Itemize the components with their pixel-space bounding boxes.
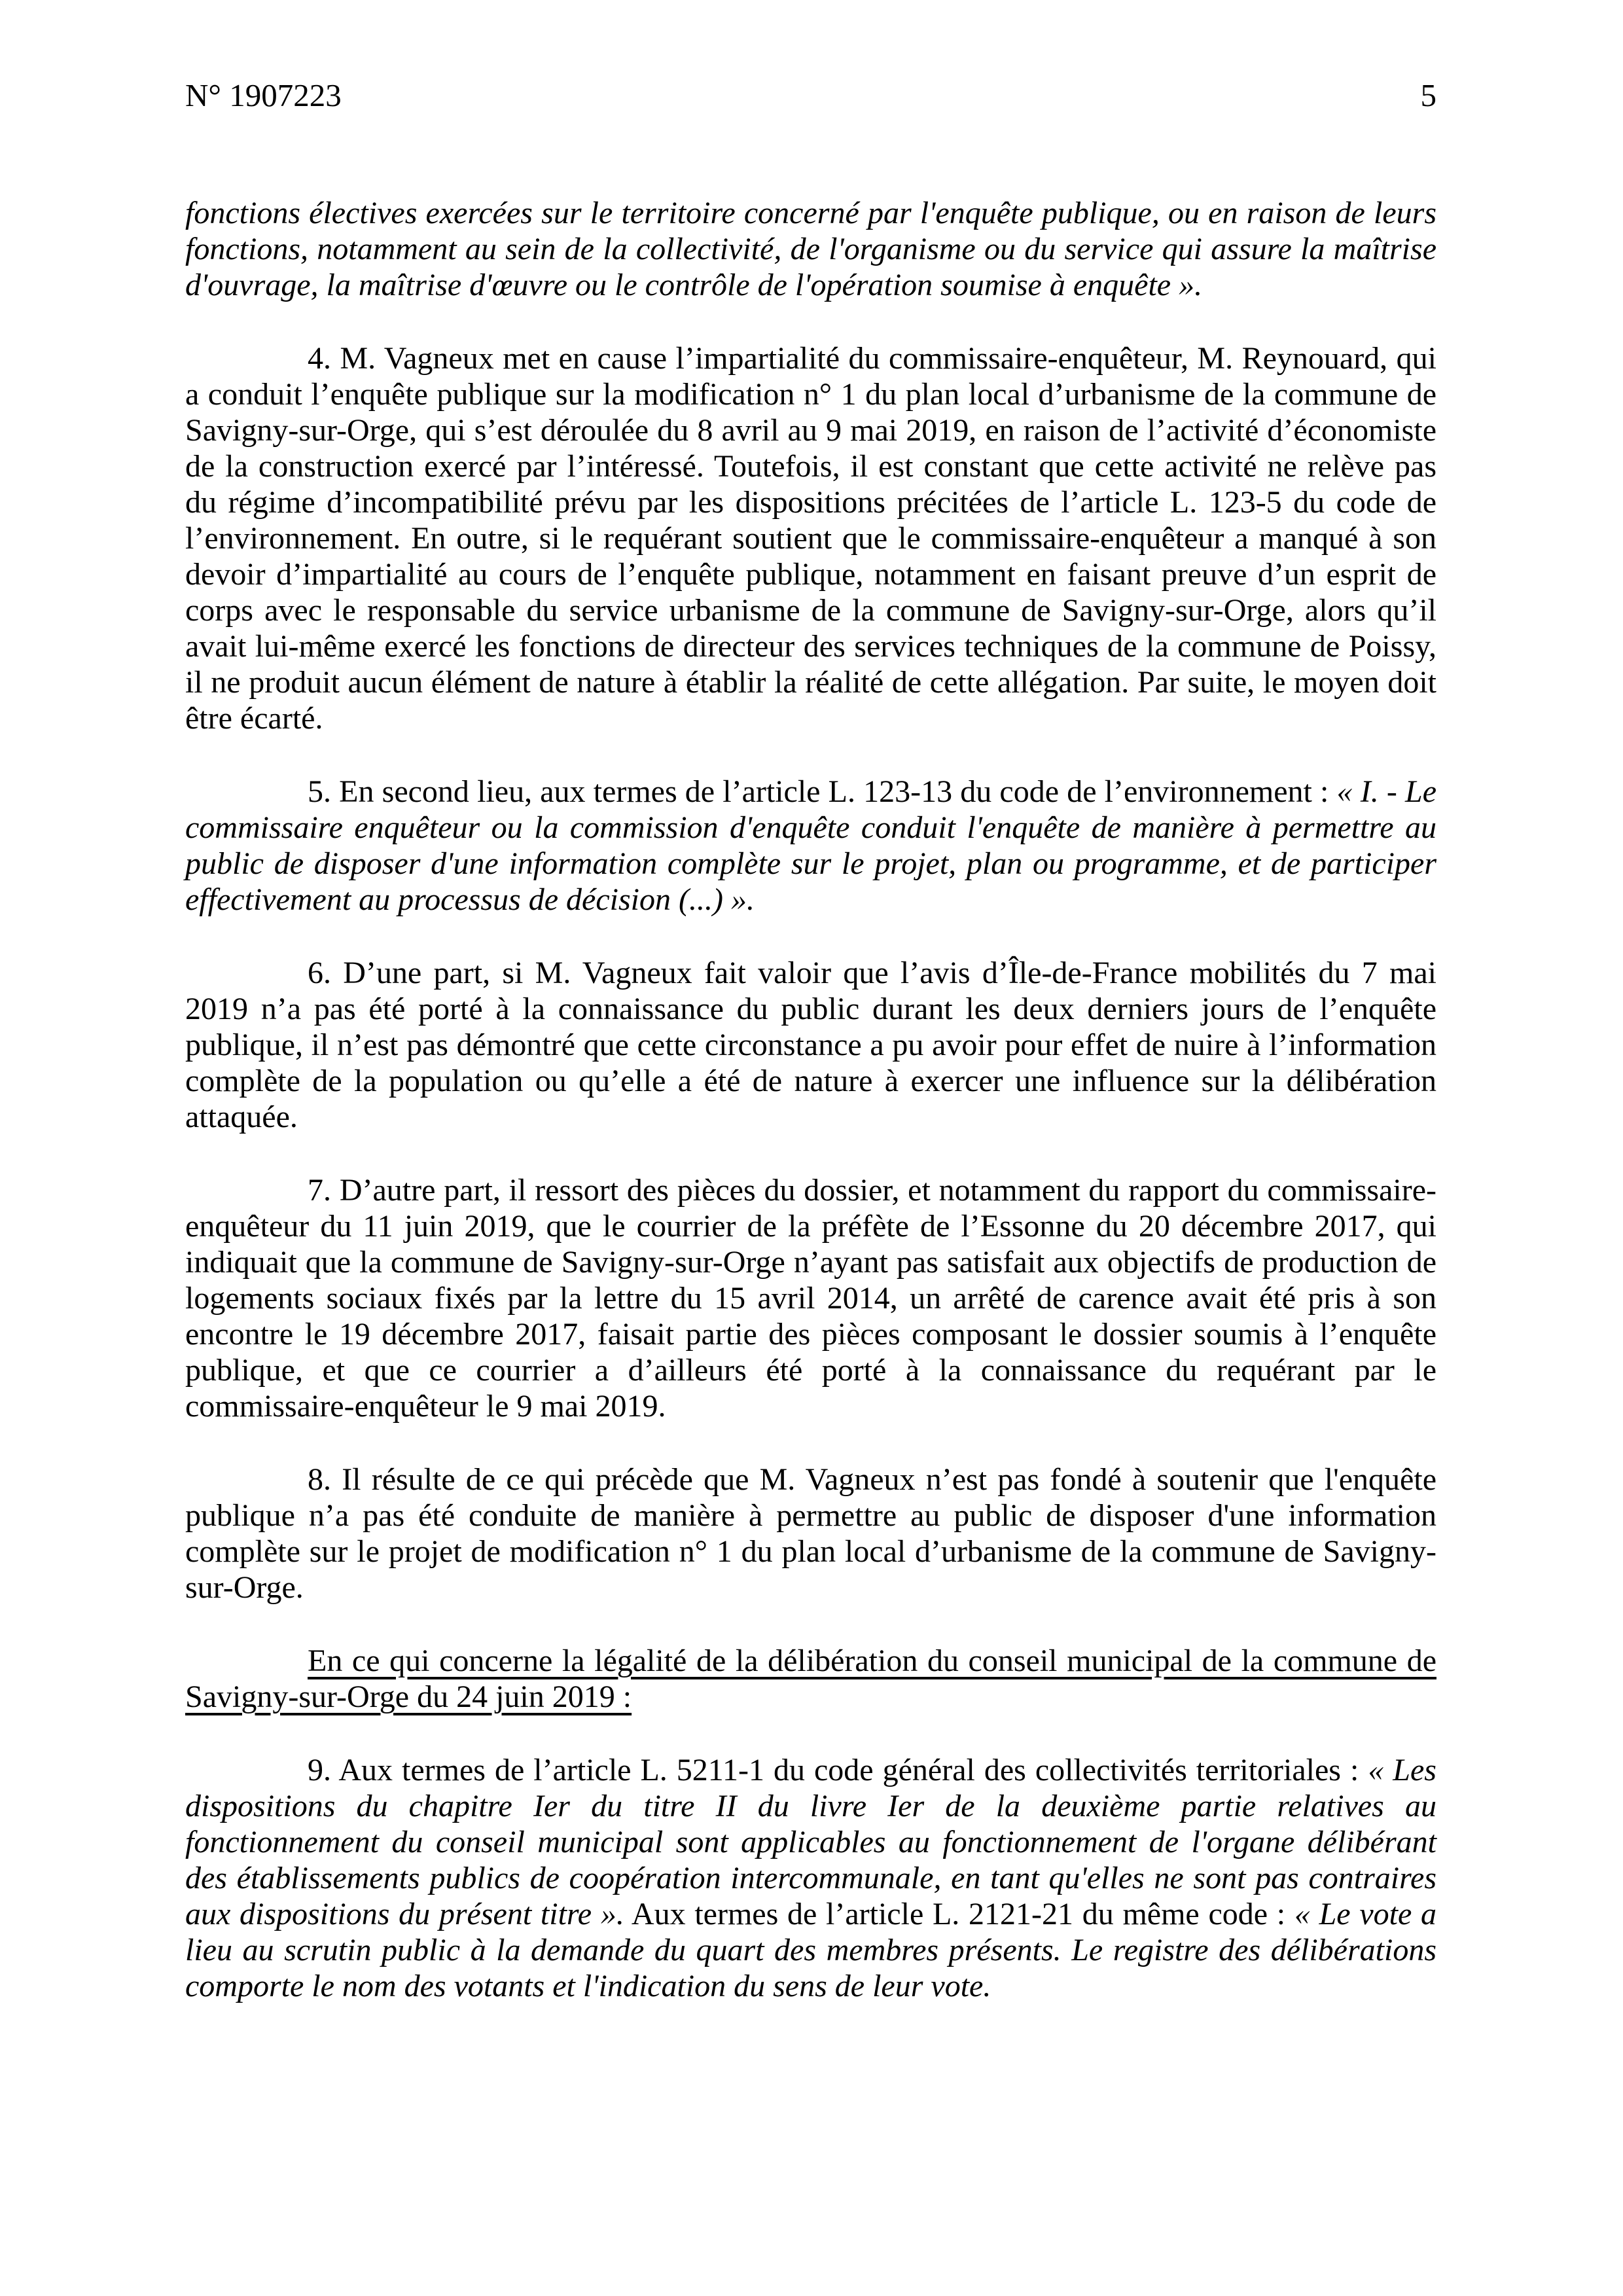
paragraph-4-text: 4. M. Vagneux met en cause l’impartialité du commissaire-enquêteur, M. Reynouard, qui a conduit l’enquête publique sur la modification n° 1 du plan local d’urbanisme de la commune de Savigny-sur-Orge, qui s’est déroulée du 8 avril au 9 mai 2019, en raison de l’activité d’économiste de la construction exercé par l’intéressé. Toutefois, il est constant que cette activité ne relève pas du régime d’incompatibilité prévu par les dispositions précitées de l’article L. 123-5 du code de l’environnement. En outre, si le requérant soutient que le commissaire-enquêteur a manqué à son devoir d’impartialité au cours de l’enquête publique, notamment en faisant preuve d’un esprit de corps avec le responsable du service urbanisme de la commune de Savigny-sur-Orge, alors qu’il avait lui-même exercé les fonctions de directeur des services techniques de la commune de Poissy, il ne produit aucun élément de nature à établir la réalité de cette allégation. Par suite, le moyen doit être écarté. (185, 341, 1436, 736)
paragraph-5-statute-quote: « I. - Le commissaire enquêteur ou la commission d'enquête conduit l'enquête de manière à permettre au public de disposer d'une information complète sur le projet, plan ou programme, et de participer effectivement au processus de décision (...) ». (185, 774, 1436, 917)
paragraph-7-text: 7. D’autre part, il ressort des pièces du dossier, et notamment du rapport du commissaire-enquêteur du 11 juin 2019, que le courrier de la préfète de l’Essonne du 20 décembre 2017, qui indiquait que la commune de Savigny-sur-Orge n’ayant pas satisfait aux objectifs de production de logements sociaux fixés par la lettre du 15 avril 2014, un arrêté de carence avait été pris à son encontre le 19 décembre 2017, faisait partie des pièces composant le dossier soumis à l’enquête publique, et que ce courrier a d’ailleurs été porté à la connaissance du requérant par le commissaire-enquêteur le 9 mai 2019. (185, 1173, 1436, 1424)
paragraph-6 (185, 955, 1436, 1135)
paragraph-9-statute-quote2: « Le vote a lieu au scrutin public à la demande du quart des membres présents. Le registre des délibérations comporte le nom des votants et l'indication du sens de leur vote. (185, 1897, 1437, 2003)
page-header (185, 77, 1436, 113)
paragraph-9-statute-quote1: « Les dispositions du chapitre Ier du titre II du livre Ier de la deuxième partie relatives au fonctionnement du conseil municipal sont applicables au fonctionnement de l'organe délibérant des établissements publics de coopération intercommunale, en tant qu'elles ne sont pas contraires aux dispositions du présent titre ». (185, 1753, 1436, 1931)
paragraph-8 (185, 1462, 1436, 1605)
paragraph-5-lead: 5. En second lieu, aux termes de l’article L. 123-13 du code de l’environnement : (308, 774, 1337, 809)
paragraph-quote-continuation (185, 195, 1436, 303)
paragraph-5 (185, 774, 1436, 918)
section-heading-text: En ce qui concerne la légalité de la délibération du conseil municipal de la commune de Savigny-sur-Orge du 24 juin 2019 : (185, 1643, 1436, 1714)
paragraph-9-lead2: Aux termes de l’article L. 2121-21 du même code : (624, 1897, 1294, 1931)
paragraph-4 (185, 340, 1436, 736)
page-number: 5 (1420, 77, 1436, 113)
case-number: N° 1907223 (185, 77, 342, 113)
document-body (185, 195, 1436, 2041)
paragraph-8-text: 8. Il résulte de ce qui précède que M. Vagneux n’est pas fondé à soutenir que l'enquête publique n’a pas été conduite de manière à permettre au public de disposer d'une information complète sur le projet de modification n° 1 du plan local d’urbanisme de la commune de Savigny-sur-Orge. (185, 1462, 1436, 1605)
paragraph-9-lead1: 9. Aux termes de l’article L. 5211-1 du code général des collectivités territoriales : (308, 1753, 1368, 1787)
paragraph-9 (185, 1752, 1436, 2004)
paragraph-7 (185, 1172, 1436, 1424)
section-heading (185, 1643, 1436, 1715)
quote-continuation-text: fonctions électives exercées sur le territoire concerné par l'enquête publique, ou en raison de leurs fonctions, notamment au sein de la collectivité, de l'organisme ou du service qui assure la maîtrise d'ouvrage, la maîtrise d'œuvre ou le contrôle de l'opération soumise à enquête ». (185, 196, 1436, 302)
paragraph-6-text: 6. D’une part, si M. Vagneux fait valoir que l’avis d’Île-de-France mobilités du 7 mai 2019 n’a pas été porté à la connaissance du public durant les deux derniers jours de l’enquête publique, il n’est pas démontré que cette circonstance a pu avoir pour effet de nuire à l’information complète de la population ou qu’elle a été de nature à exercer une influence sur la délibération attaquée. (185, 956, 1436, 1134)
